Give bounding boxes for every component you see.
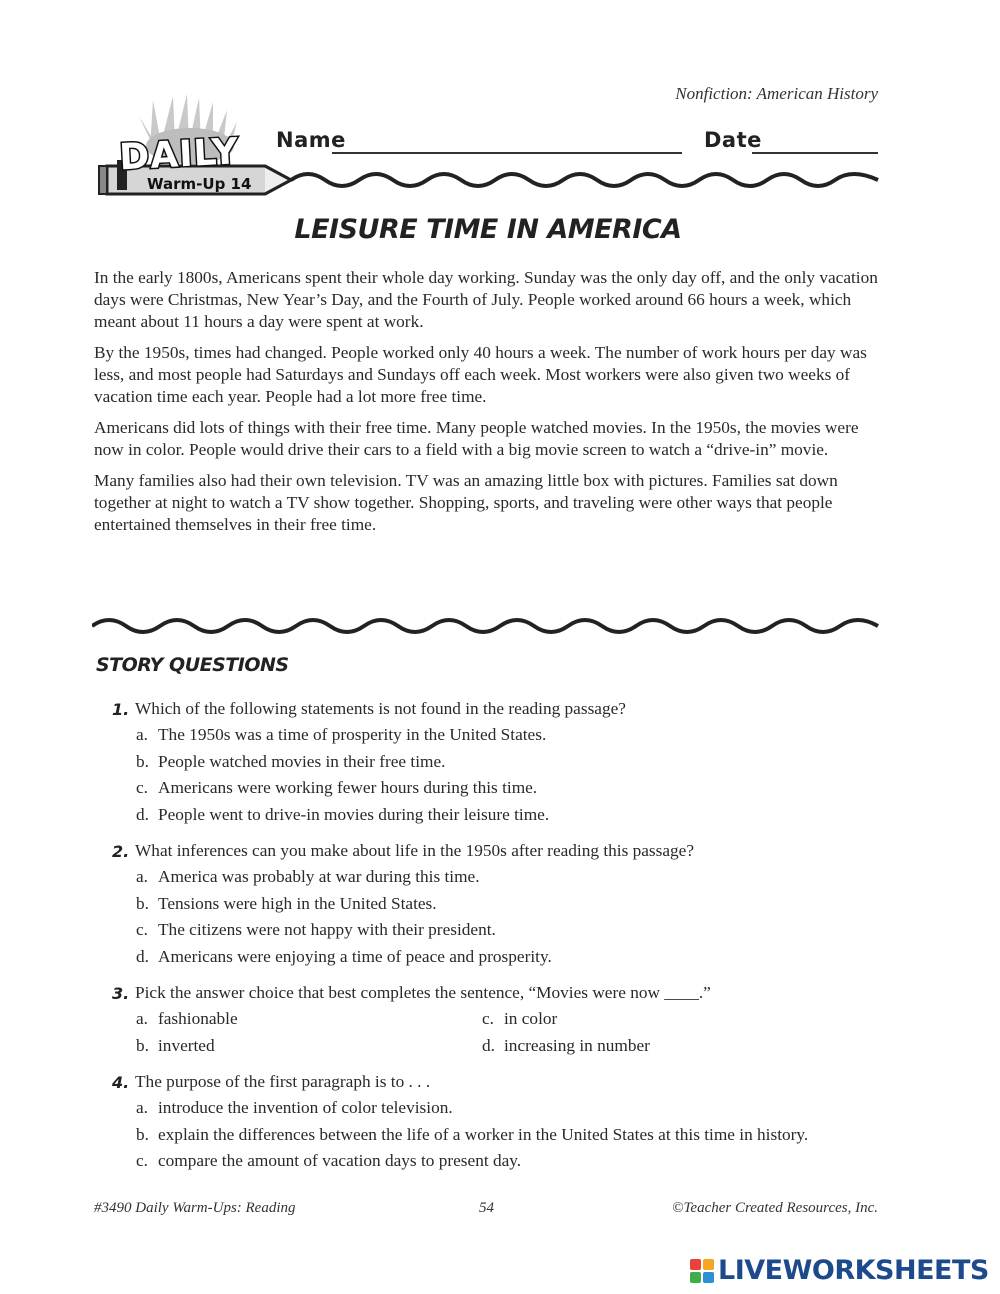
liveworksheets-wordmark: LIVEWORKSHEETS — [718, 1255, 989, 1286]
option-letter: b. — [136, 751, 149, 771]
answer-option[interactable] — [136, 1033, 482, 1060]
passage-paragraph: Americans did lots of things with their free time. Many people watched movies. In the 1950s, the movies were now in color. People would drive their cars to a field with a big movie screen to watch a “drive-in” movie. — [94, 418, 859, 459]
header-wavy-line — [291, 174, 878, 186]
answer-option[interactable] — [112, 749, 892, 776]
answer-option[interactable] — [112, 722, 892, 749]
page-number: 54 — [479, 1200, 494, 1216]
liveworksheets-logo[interactable] — [690, 1255, 989, 1286]
answer-option[interactable] — [112, 944, 892, 971]
name-field[interactable] — [332, 152, 682, 154]
option-letter: b. — [136, 893, 149, 913]
option-letter: c. — [136, 920, 148, 940]
liveworksheets-icon — [690, 1259, 714, 1283]
option-text: People watched movies in their free time. — [158, 751, 446, 771]
reading-passage — [94, 267, 884, 545]
answer-option[interactable] — [112, 864, 892, 891]
option-letter: d. — [136, 804, 149, 824]
passage-paragraph: In the early 1800s, Americans spent their whole day working. Sunday was the only day off, and the only vacation days were Christmas, New Year’s Day, and the Fourth of July. People worked around 66 hours a week, which meant about 11 hours a day were spent at work. — [94, 268, 878, 331]
questions-list — [112, 696, 892, 1185]
logo-square — [690, 1259, 701, 1270]
question-number: 2. — [112, 841, 130, 861]
option-letter: a. — [136, 1009, 148, 1029]
question-2 — [112, 838, 892, 970]
option-text: introduce the invention of color television. — [158, 1098, 453, 1118]
logo-square — [690, 1272, 701, 1283]
question-text: Which of the following statements is not found in the reading passage? — [135, 699, 626, 718]
question-1 — [112, 696, 892, 828]
question-text: What inferences can you make about life in the 1950s after reading this passage? — [135, 841, 695, 860]
question-number: 3. — [112, 983, 130, 1003]
answer-option[interactable] — [112, 891, 892, 918]
option-text: The 1950s was a time of prosperity in the United States. — [158, 725, 547, 745]
footer-copyright: ©Teacher Created Resources, Inc. — [672, 1200, 878, 1216]
category-label: Nonfiction: American History — [675, 84, 878, 103]
story-questions-heading: STORY QUESTIONS — [96, 654, 289, 676]
option-letter: c. — [482, 1009, 494, 1029]
option-letter: c. — [136, 1151, 148, 1171]
daily-warmup-header-art — [95, 88, 885, 206]
page-title: LEISURE TIME IN AMERICA — [294, 214, 682, 245]
logo-square — [703, 1272, 714, 1283]
answer-option[interactable] — [482, 1033, 782, 1060]
answer-option[interactable] — [112, 917, 892, 944]
option-letter: a. — [136, 725, 148, 745]
option-text: explain the differences between the life of a worker in the United States at this time in history. — [158, 1124, 809, 1144]
option-letter: b. — [136, 1124, 149, 1144]
option-letter: d. — [482, 1035, 495, 1055]
option-letter: a. — [136, 1098, 148, 1118]
answer-option[interactable] — [112, 1095, 892, 1122]
option-letter: a. — [136, 867, 148, 887]
answer-option[interactable] — [112, 1148, 892, 1175]
option-text: The citizens were not happy with their president. — [158, 920, 496, 940]
option-text: Tensions were high in the United States. — [158, 893, 437, 913]
option-text: compare the amount of vacation days to present day. — [158, 1151, 522, 1171]
option-letter: c. — [136, 778, 148, 798]
logo-square — [703, 1259, 714, 1270]
answer-option[interactable] — [112, 775, 892, 802]
option-text: increasing in number — [504, 1035, 650, 1055]
question-4 — [112, 1069, 892, 1175]
option-text: Americans were enjoying a time of peace and prosperity. — [158, 946, 552, 966]
option-text: inverted — [158, 1035, 215, 1055]
question-3 — [112, 980, 892, 1059]
name-label: Name — [276, 128, 346, 152]
wavy-divider — [92, 612, 882, 640]
option-letter: b. — [136, 1035, 149, 1055]
question-text: The purpose of the first paragraph is to . . . — [135, 1072, 431, 1091]
question-number: 4. — [112, 1072, 130, 1092]
footer-book-title: #3490 Daily Warm-Ups: Reading — [94, 1200, 296, 1216]
answer-option[interactable] — [482, 1006, 782, 1033]
option-text: in color — [504, 1009, 558, 1029]
answer-option[interactable] — [136, 1006, 482, 1033]
option-text: Americans were working fewer hours during this time. — [158, 778, 538, 798]
option-text: People went to drive-in movies during their leisure time. — [158, 804, 550, 824]
answer-option[interactable] — [112, 1122, 892, 1149]
warmup-label: Warm-Up 14 — [147, 175, 252, 193]
question-text: Pick the answer choice that best completes the sentence, “Movies were now ____.” — [135, 983, 711, 1002]
date-field[interactable] — [752, 152, 878, 154]
passage-paragraph: Many families also had their own television. TV was an amazing little box with pictures. Families sat down together at night to watch a TV show together. Shopping, sports, and traveling were other ways that people entertained themselves in their free time. — [94, 471, 838, 534]
date-label: Date — [704, 128, 762, 152]
option-text: fashionable — [158, 1009, 238, 1029]
option-letter: d. — [136, 946, 149, 966]
question-number: 1. — [112, 699, 130, 719]
option-text: America was probably at war during this time. — [158, 867, 480, 887]
pencil-logo — [99, 131, 291, 194]
passage-paragraph: By the 1950s, times had changed. People worked only 40 hours a week. The number of work hours per day was less, and most people had Saturdays and Sundays off each week. Most workers were also given two weeks of vacation time each year. People had a lot more free time. — [94, 343, 867, 406]
answer-option[interactable] — [112, 802, 892, 829]
logo-word: DAILY — [118, 131, 240, 179]
